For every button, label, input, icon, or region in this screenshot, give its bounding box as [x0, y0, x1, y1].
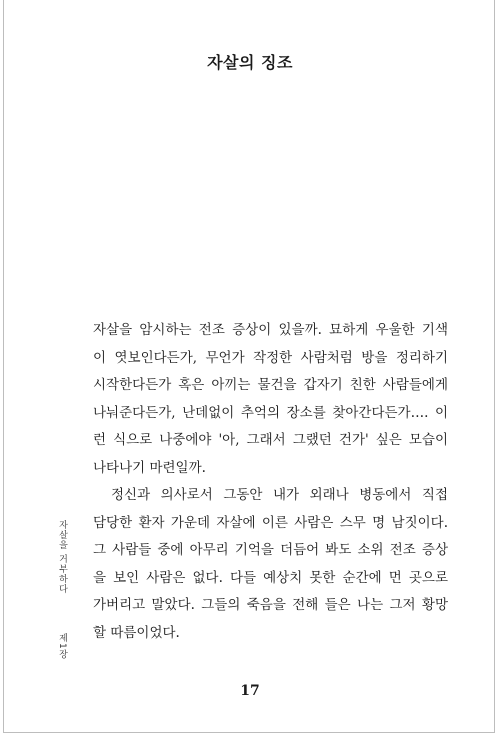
text-line: 할 따름이었다. [93, 624, 180, 641]
running-head-chapter-label: 제1장 [57, 633, 67, 660]
text-line: 시작한다든가 혹은 아끼는 물건을 갑자기 친한 사람들에게 [93, 377, 448, 393]
text-line: 가버리고 말았다. 그들의 죽음을 전해 들은 나는 그저 황망 [93, 597, 448, 613]
text-line: 나눠준다든가, 난데없이 추억의 장소를 찾아간다든가…. 이 [93, 404, 448, 421]
text-line: 런 식으로 나중에야 '아, 그래서 그랬던 건가' 싶은 모습이 [93, 432, 448, 448]
text-line: 을 보인 사람은 없다. 다들 예상치 못한 순간에 먼 곳으로 [93, 569, 448, 586]
chapter-title: 자살의 징조 [207, 53, 293, 72]
text-line: 그 사람들 중에 아무리 기억을 더듬어 봐도 소위 전조 증상 [93, 542, 448, 558]
page-number: 17 [240, 683, 260, 699]
text-line: 담당한 환자 가운데 자살에 이른 사람은 스무 명 남짓이다. [93, 514, 448, 531]
running-head [51, 520, 69, 660]
running-head-chapter-name: 자살을 거부하다 [57, 520, 67, 594]
text-line: 자살을 암시하는 전조 증상이 있을까. 묘하게 우울한 기색 [93, 322, 448, 338]
body-text [93, 317, 448, 647]
paragraph-2 [93, 482, 448, 647]
text-line: 나타나기 마련일까. [93, 459, 206, 476]
text-line: 이 엿보인다든가, 무언가 작정한 사람처럼 방을 정리하기 [93, 349, 448, 366]
paragraph-1 [93, 317, 448, 482]
text-line: 정신과 의사로서 그동안 내가 외래나 병동에서 직접 [111, 487, 448, 503]
